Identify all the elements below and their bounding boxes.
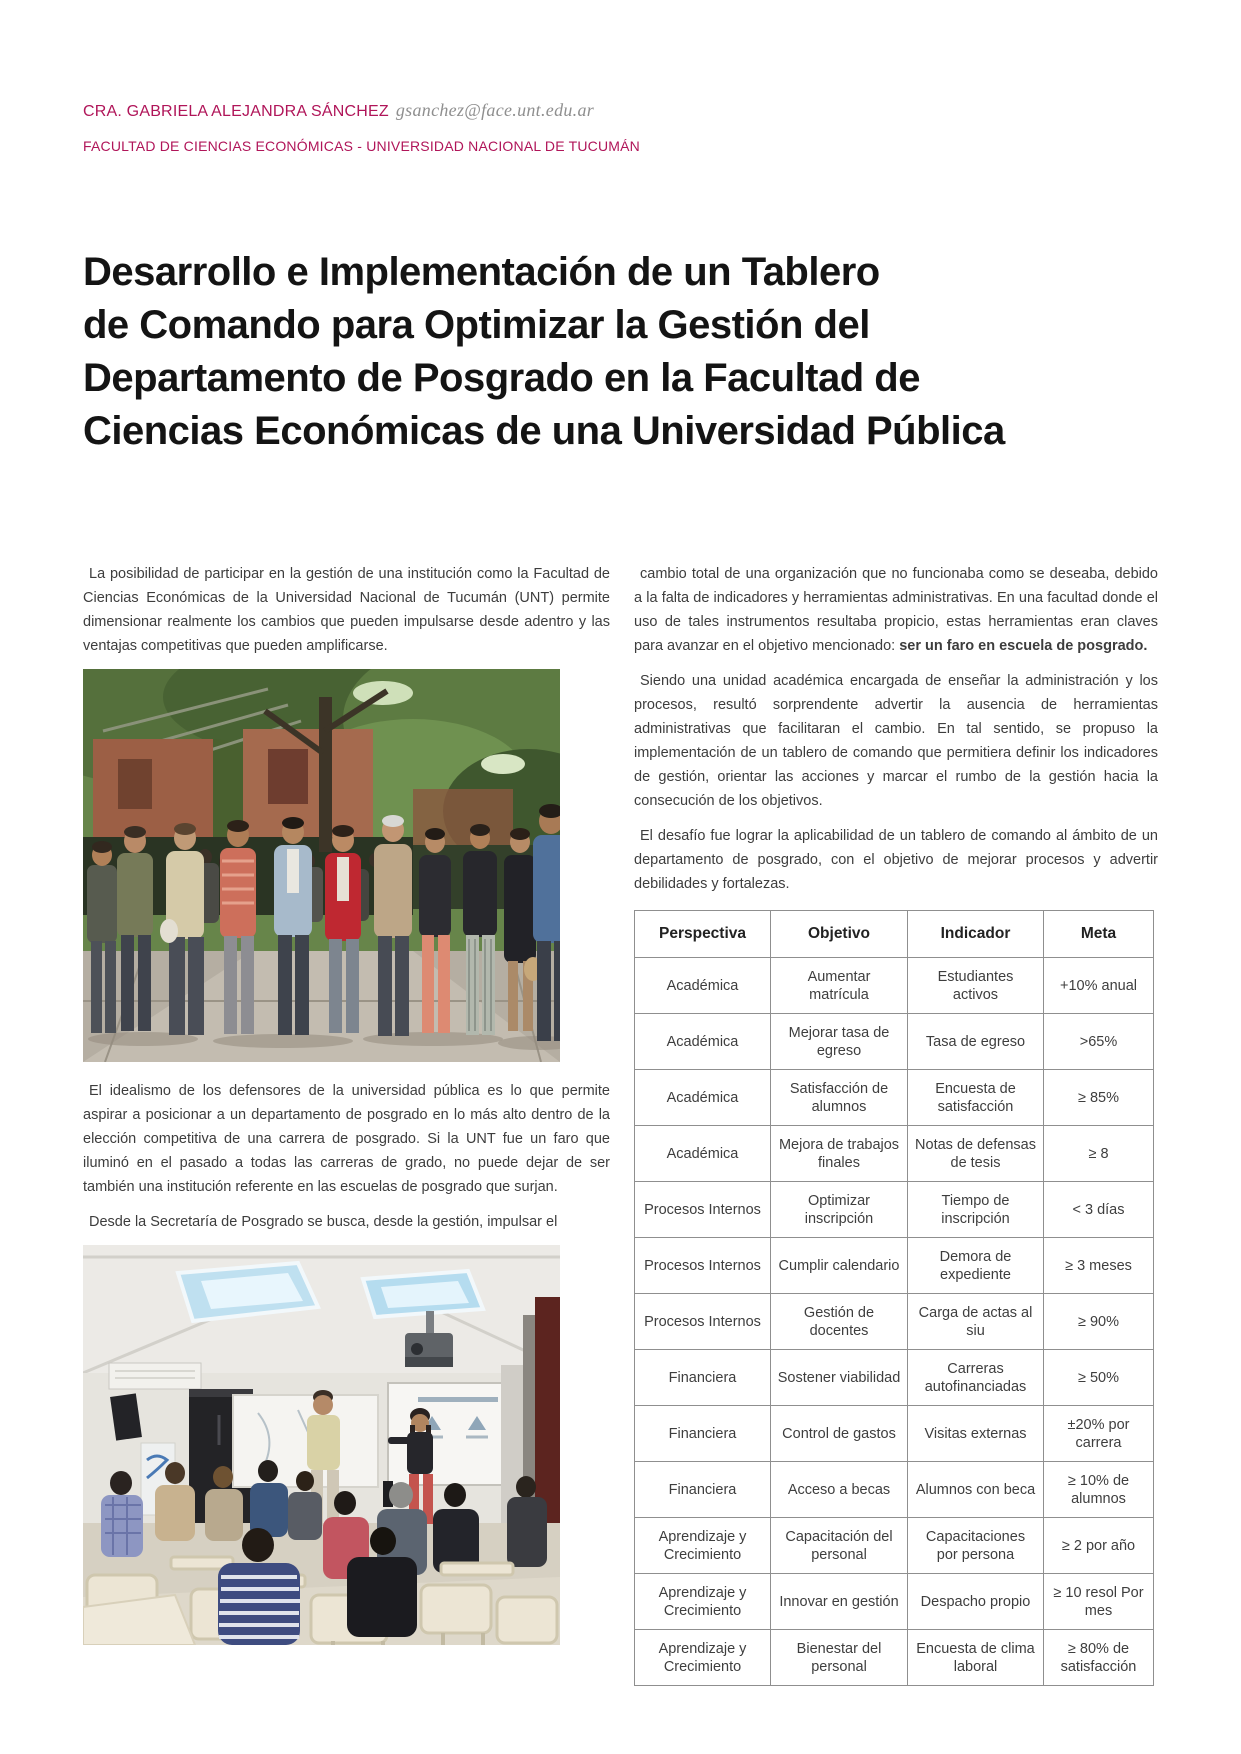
paragraph-bold-text: ser un faro en escuela de posgrado. [899,638,1148,654]
table-cell: Notas de defensas de tesis [908,1126,1044,1182]
table-row [635,1294,1154,1350]
table-cell: Financiera [635,1350,771,1406]
table-cell: ≥ 10 resol Por mes [1044,1574,1154,1630]
table-cell: Tiempo de inscripción [908,1182,1044,1238]
column-header-indicador: Indicador [908,911,1044,958]
table-row [635,958,1154,1014]
table-cell: Innovar en gestión [771,1574,908,1630]
table-cell: Bienestar del personal [771,1630,908,1686]
table-cell: Carga de actas al siu [908,1294,1044,1350]
paragraph: Desde la Secretaría de Posgrado se busca, desde la gestión, impulsar el [89,1214,558,1230]
table-cell: Encuesta de satisfacción [908,1070,1044,1126]
table-cell: ≥ 3 meses [1044,1238,1154,1294]
byline [83,100,1158,121]
paragraph: La posibilidad de participar en la gestión de una institución como la Facultad de Ciencias Económicas de la Universidad Nacional de Tucumán (UNT) permite dimensionar realmente los cambios que pueden impulsarse desde adentro y las ventajas competitivas que pueden amplificarse. [83,566,610,654]
article-title [83,246,1158,458]
table-row [635,1070,1154,1126]
column-header-objetivo: Objetivo [771,911,908,958]
table-cell: Académica [635,958,771,1014]
table-cell: Aprendizaje y Crecimiento [635,1574,771,1630]
balanced-scorecard-table [634,910,1154,1686]
table-cell: Académica [635,1070,771,1126]
table-cell: Optimizar inscripción [771,1182,908,1238]
table-cell: Académica [635,1126,771,1182]
table-row [635,1406,1154,1462]
table-row [635,1462,1154,1518]
table-cell: Encuesta de clima laboral [908,1630,1044,1686]
table-cell: Tasa de egreso [908,1014,1044,1070]
table-cell: +10% anual [1044,958,1154,1014]
table-cell: ≥ 85% [1044,1070,1154,1126]
table-cell: Demora de expediente [908,1238,1044,1294]
table-cell: Sostener viabilidad [771,1350,908,1406]
table-cell: Aumentar matrícula [771,958,908,1014]
group-photo-outdoors [83,669,610,1062]
two-column-body [83,562,1158,1686]
author-email: gsanchez@face.unt.edu.ar [395,100,595,120]
table-cell: ≥ 2 por año [1044,1518,1154,1574]
table-row [635,1518,1154,1574]
table-cell: Control de gastos [771,1406,908,1462]
affiliation: FACULTAD DE CIENCIAS ECONÓMICAS - UNIVERSIDAD NACIONAL DE TUCUMÁN [83,138,640,154]
table-cell: ≥ 90% [1044,1294,1154,1350]
classroom-illustration [83,1245,560,1645]
paragraph: El idealismo de los defensores de la universidad pública es lo que permite aspirar a posicionar a un departamento de posgrado en lo más alto dentro de la elección competitiva de una carrera de posgrado. Si la UNT fue un faro que iluminó en el pasado a todas las carreras de grado, no puede dejar de ser también una institución referente en las escuelas de posgrado que surjan. [83,1083,610,1195]
column-header-meta: Meta [1044,911,1154,958]
right-column [634,562,1158,1686]
table-header-row [635,911,1154,958]
table-cell: Carreras autofinanciadas [908,1350,1044,1406]
table-cell: Financiera [635,1462,771,1518]
table-cell: Aprendizaje y Crecimiento [635,1630,771,1686]
table-cell: Satisfacción de alumnos [771,1070,908,1126]
table-row [635,1182,1154,1238]
column-header-perspectiva: Perspectiva [635,911,771,958]
group-photo-illustration [83,669,560,1062]
paragraph: El desafío fue lograr la aplicabilidad de un tablero de comando al ámbito de un departamento de posgrado, con el objetivo de mejorar procesos y advertir debilidades y fortalezas. [634,828,1158,892]
table-cell: ≥ 10% de alumnos [1044,1462,1154,1518]
table-cell: Mejorar tasa de egreso [771,1014,908,1070]
table-cell: Gestión de docentes [771,1294,908,1350]
table-cell: < 3 días [1044,1182,1154,1238]
table-row [635,1238,1154,1294]
table-row [635,1630,1154,1686]
table-cell: Capacitación del personal [771,1518,908,1574]
author-name: CRA. GABRIELA ALEJANDRA SÁNCHEZ [83,103,389,120]
table-cell: Acceso a becas [771,1462,908,1518]
table-cell: ±20% por carrera [1044,1406,1154,1462]
left-column [83,562,610,1686]
title-line: Departamento de Posgrado en la Facultad de [83,356,920,400]
title-line: Desarrollo e Implementación de un Tablero [83,250,880,294]
table-cell: Despacho propio [908,1574,1044,1630]
table-cell: Aprendizaje y Crecimiento [635,1518,771,1574]
title-line: Ciencias Económicas de una Universidad Pública [83,409,1005,453]
table-cell: Mejora de trabajos finales [771,1126,908,1182]
title-line: de Comando para Optimizar la Gestión del [83,303,870,347]
table-cell: Capacitaciones por persona [908,1518,1044,1574]
paragraph: Siendo una unidad académica encargada de enseñar la administración y los procesos, resultó sorprendente advertir la ausencia de herramientas administrativas que facilitaran el cambio. En tal sentido, se propuso la implementación de un tablero de comando que permitiera definir los indicadores de gestión, orientar las acciones y marcar el rumbo de la gestión hacia la consecución de los objetivos. [634,673,1158,809]
bsc-table-body [635,958,1154,1686]
table-cell: Procesos Internos [635,1238,771,1294]
paragraph-text: cambio total de una organización que no funcionaba como se deseaba, debido a la falta de indicadores y herramientas administrativas. En una facultad donde el uso de tales instrumentos resultaba propicio, estas herramientas eran claves para avanzar en el objetivo mencionado: [634,566,1158,654]
table-cell: Alumnos con beca [908,1462,1044,1518]
table-cell: Académica [635,1014,771,1070]
table-row [635,1014,1154,1070]
table-cell: Procesos Internos [635,1294,771,1350]
table-cell: ≥ 8 [1044,1126,1154,1182]
paragraph [634,562,1158,658]
table-cell: >65% [1044,1014,1154,1070]
table-cell: Cumplir calendario [771,1238,908,1294]
table-row [635,1126,1154,1182]
table-cell: Visitas externas [908,1406,1044,1462]
table-cell: Estudiantes activos [908,958,1044,1014]
table-cell: Procesos Internos [635,1182,771,1238]
classroom-photo [83,1245,610,1645]
table-cell: ≥ 80% de satisfacción [1044,1630,1154,1686]
table-row [635,1574,1154,1630]
table-row [635,1350,1154,1406]
table-cell: ≥ 50% [1044,1350,1154,1406]
table-cell: Financiera [635,1406,771,1462]
